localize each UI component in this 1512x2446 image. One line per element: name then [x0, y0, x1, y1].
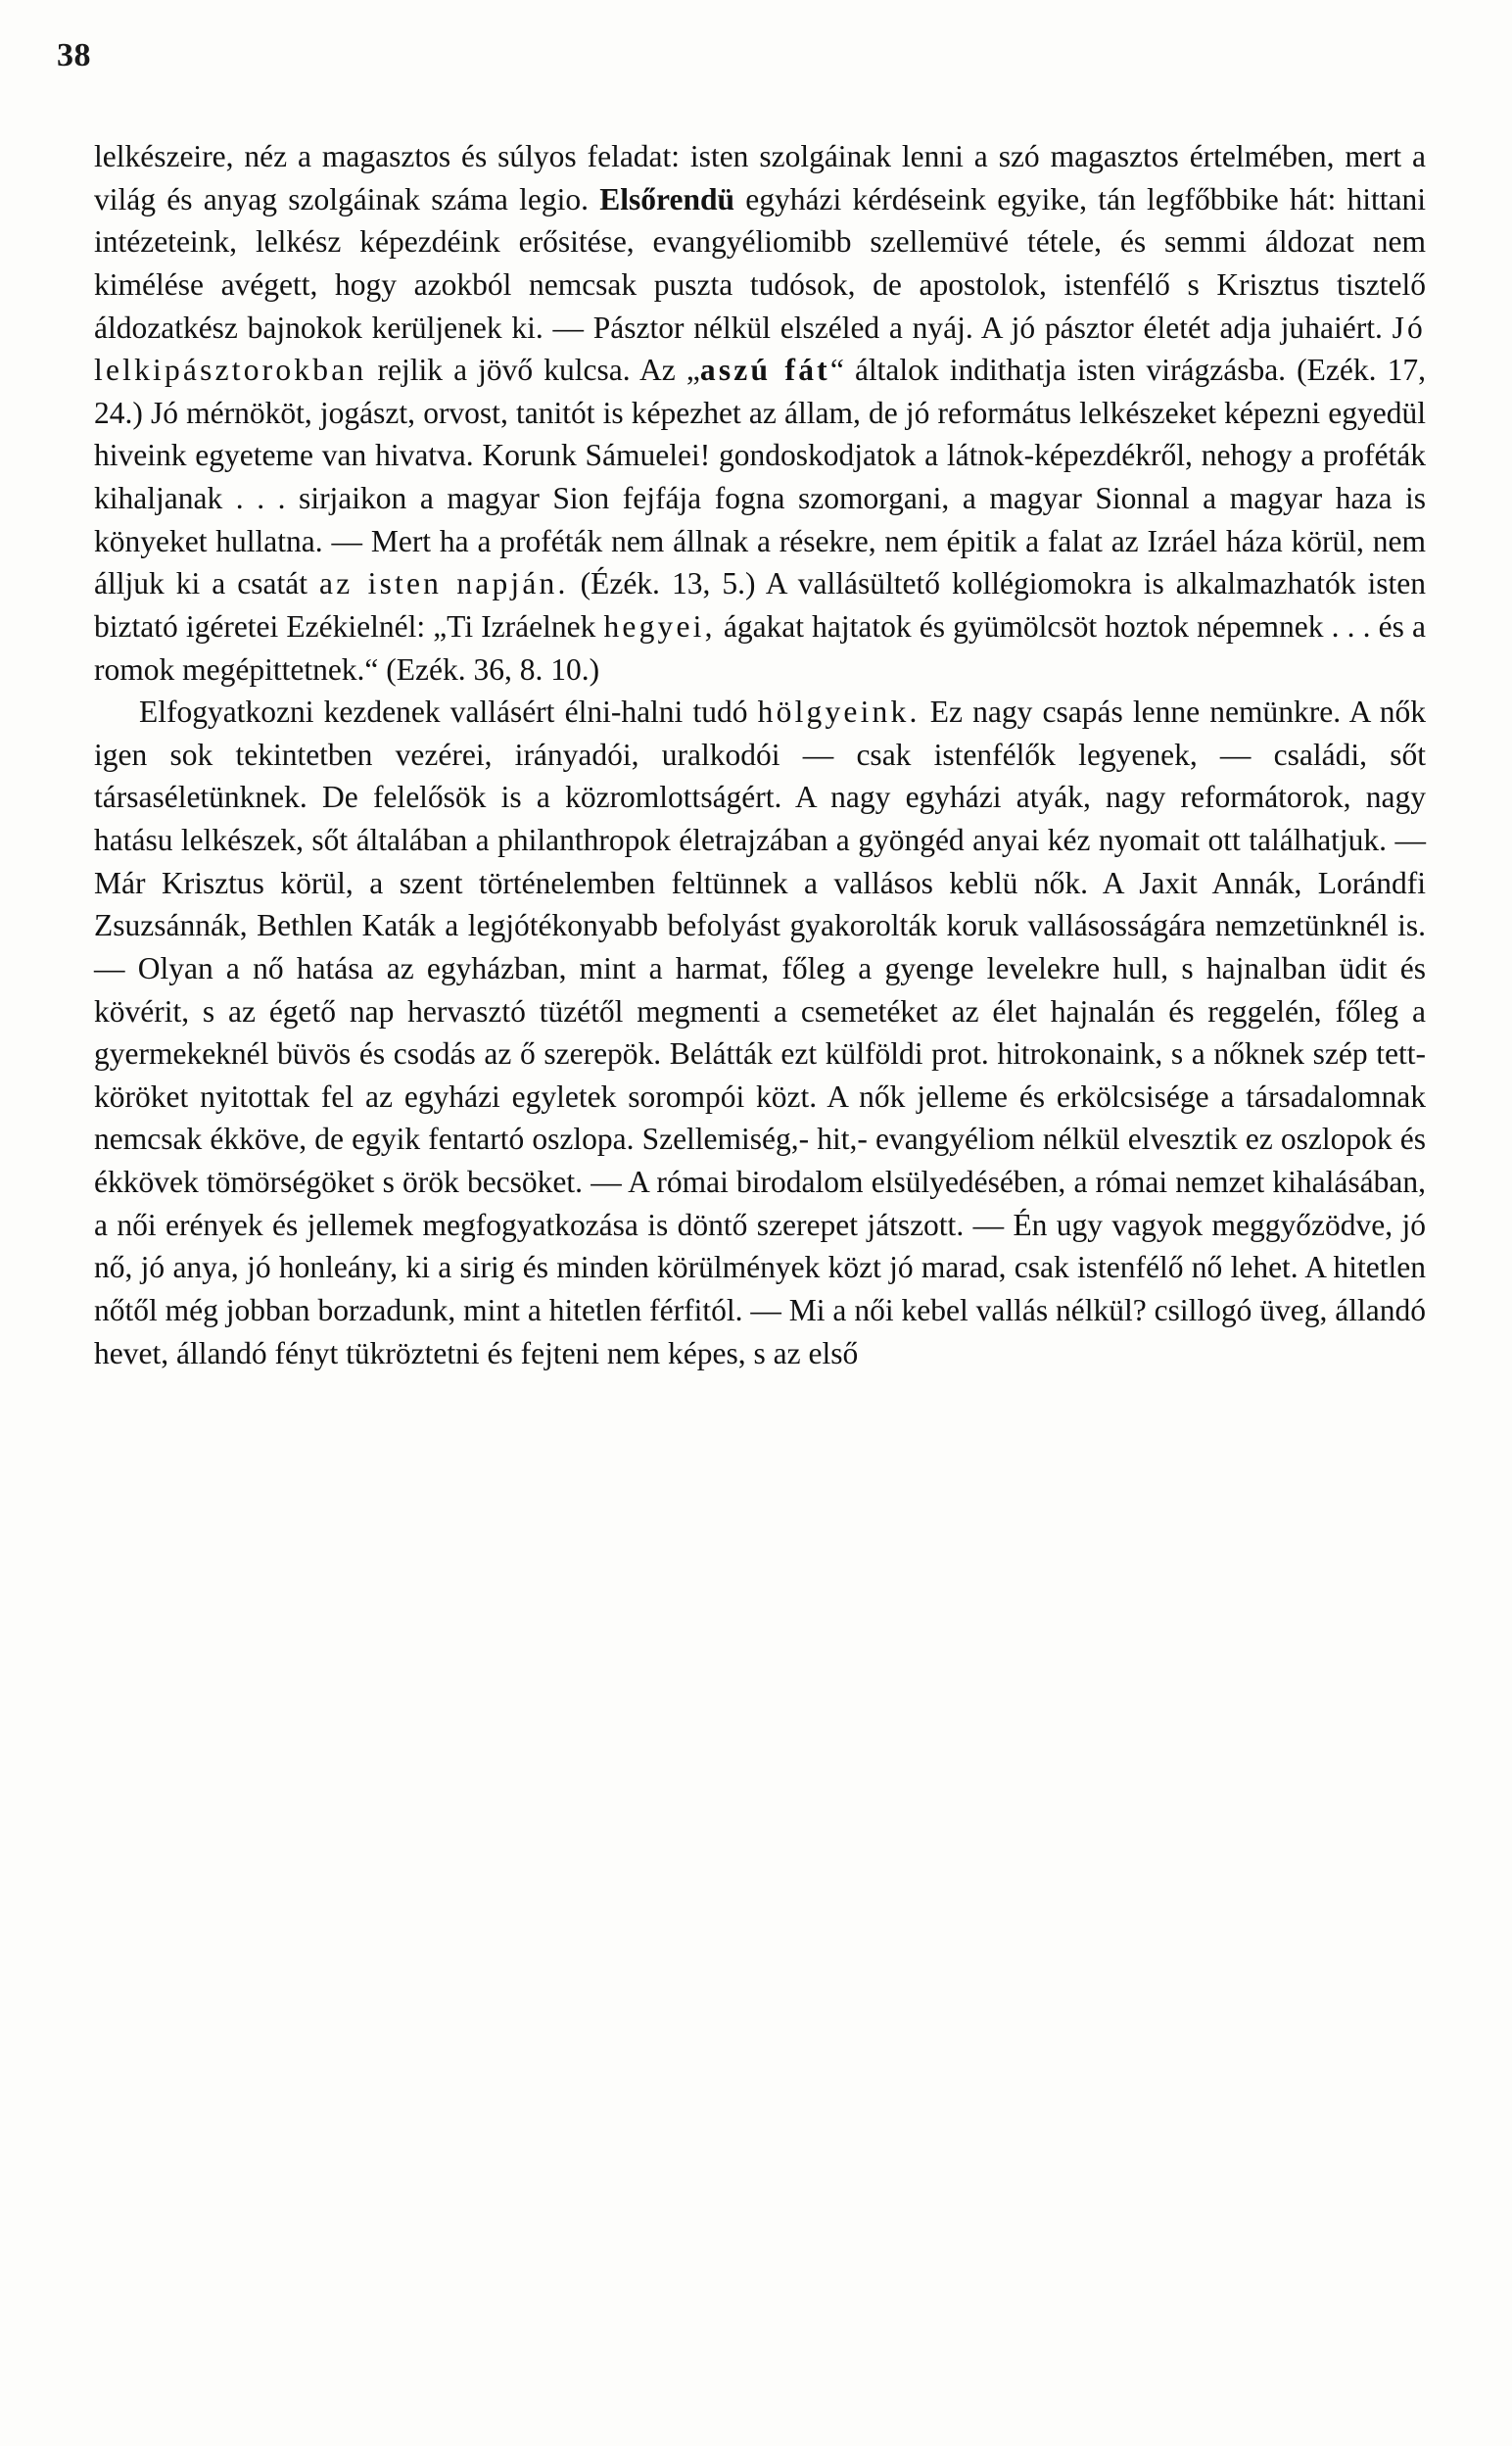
text-run: (Ézék. 13, 5.) A vallásültető kollégiomokra is alkalmazhatók isten biztató igéretei Ezékielnél: „Ti Izráelnek: [94, 566, 1426, 644]
text-run: Jó lelkipásztorokban: [94, 310, 1426, 388]
body-text-column: [94, 135, 1426, 1374]
paragraph: [94, 691, 1426, 1374]
text-run: Elsőrendü: [599, 181, 735, 216]
text-run: hölgyeink.: [757, 695, 921, 730]
text-run: rejlik a jövő kulcsa. Az „: [366, 353, 700, 388]
text-run: hegyei,: [603, 608, 716, 644]
page-number: 38: [57, 37, 91, 73]
text-run: Elfogyatkozni kezdenek vallásért élni-halni tudó: [139, 695, 758, 730]
text-run: egyházi kérdéseink egyike, tán legfőbbike hát: hittani intézeteink, lelkész képezdéink erősitése, evangyéliomibb szellemüvé tétele, és semmi áldozat nem kimélése avégett, hogy azokból nemcsak puszta tudósok, de apostolok, istenfélő s Krisztus tisztelő áldozatkész bajnokok kerüljenek ki. — Pásztor nélkül elszéled a nyáj. A jó pásztor életét adja juhaiért.: [94, 181, 1426, 345]
text-run: lelkészeire, néz a magasztos és súlyos feladat: isten szolgáinak lenni a szó magasztos értelmében, mert a világ és anyag szolgáinak száma legio.: [94, 139, 1426, 216]
text-run: aszú fát: [699, 353, 830, 388]
paragraph: [94, 135, 1426, 691]
text-run: az isten napján.: [319, 566, 569, 601]
text-run: Ez nagy csapás lenne nemünkre. A nők igen sok tekintetben vezérei, irányadói, uralkodói — csak istenfélők legyenek, — családi, sőt társaséletünknek. De felelősök is a közromlottságért. A nagy egyházi atyák, nagy reformátorok, nagy hatásu lelkészek, sőt általában a philanthropok életrajzában a gyöngéd anyai kéz nyomait ott találhatjuk. — Már Krisztus körül, a szent történelemben feltünnek a vallásos keblü nők. A Jaxit Annák, Lorándfi Zsuzsánnák, Bethlen Katák a legjótékonyabb befolyást gyakorolták koruk vallásosságára nemzetünknél is. — Olyan a nő hatása az egyházban, mint a harmat, főleg a gyenge levelekre hull, s hajnalban üdit és kövérit, s az égető nap hervasztó tüzétől megmenti a csemetéket az élet hajnalán és reggelén, főleg a gyermekeknél büvös és csodás az ő szerepök. Belátták ezt külföldi prot. hitrokonaink, s a nőknek szép tett-köröket nyitottak fel az egyházi egyletek sorompói közt. A nők jelleme és erkölcsisége a társadalomnak nemcsak ékköve, de egyik fentartó oszlopa. Szellemiség,- hit,- evangyéliom nélkül elvesztik ez oszlopok és ékkövek tömörségöket s örök becsöket. — A római birodalom elsülyedésében, a római nemzet kihalásában, a női erények és jellemek megfogyatkozása is döntő szerepet játszott. — Én ugy vagyok meggyőzödve, jó nő, jó anya, jó honleány, ki a sirig és minden körülmények közt jó marad, csak istenfélő nő lehet. A hitetlen nőtől még jobban borzadunk, mint a hitetlen férfitól. — Mi a női kebel vallás nélkül? csillogó üveg, állandó hevet, állandó fényt tükröztetni és fejteni nem képes, s az első: [94, 695, 1427, 1370]
text-run: “ általok indithatja isten virágzásba. (Ezék. 17, 24.) Jó mérnököt, jogászt, orvost, tanitót is képezhet az állam, de jó református lelkészeket képezni egyedül hiveink egyeteme van hivatva. Korunk Sámuelei! gondoskodjatok a látnok-képezdékről, nehogy a proféták kihaljanak . . . sirjaikon a magyar Sion fejfája fogna szomorgani, a magyar Sionnal a magyar haza is könyeket hullatna. — Mert ha a proféták nem állnak a résekre, nem épitik a falat az Izráel háza körül, nem álljuk ki a csatát: [94, 353, 1426, 601]
text-run: ágakat hajtatok és gyümölcsöt hoztok népemnek . . . és a romok megépittetnek.“ (Ezék. 36, 8. 10.): [94, 608, 1426, 687]
